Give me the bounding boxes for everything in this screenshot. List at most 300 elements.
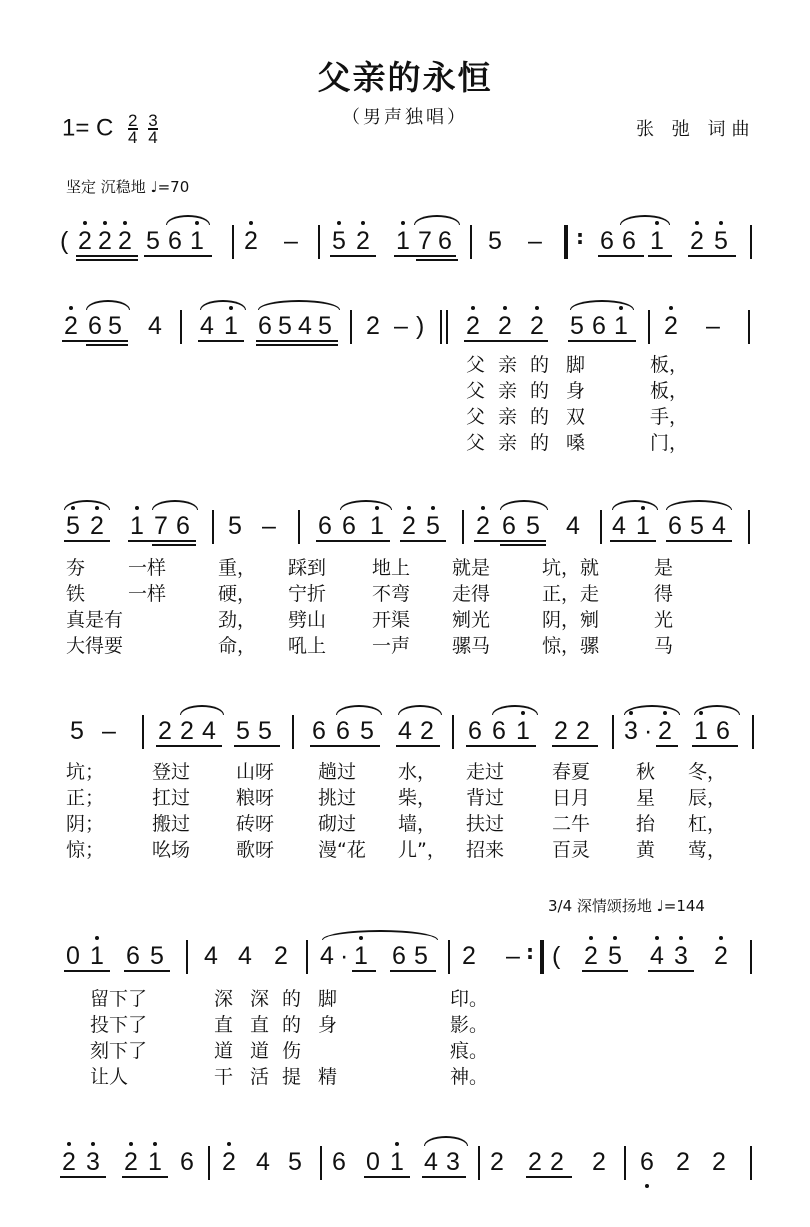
beam-underline bbox=[198, 340, 244, 342]
note: 5 bbox=[426, 512, 440, 540]
slur-arc bbox=[86, 300, 130, 310]
lyric-word: 粮呀 bbox=[236, 787, 275, 809]
slur-arc bbox=[500, 500, 548, 510]
bar-line bbox=[306, 940, 308, 974]
beam-underline bbox=[552, 745, 598, 747]
note: 2 bbox=[498, 312, 512, 340]
note: 4 bbox=[200, 312, 214, 340]
octave-dot bbox=[135, 506, 139, 510]
octave-dot bbox=[471, 306, 475, 310]
beam-underline bbox=[352, 970, 376, 972]
lyric-word: 正，走 bbox=[542, 583, 600, 605]
tempo-marking-2: 3/4 深情颂扬地 ♩=144 bbox=[548, 897, 705, 915]
lyric-line bbox=[0, 757, 810, 783]
note: 6 bbox=[342, 512, 356, 540]
notation-system bbox=[0, 930, 810, 980]
lyric-line bbox=[0, 984, 810, 1010]
notation-system bbox=[0, 500, 810, 550]
beam-underline bbox=[598, 255, 644, 257]
octave-dot bbox=[83, 221, 87, 225]
beam-underline bbox=[400, 540, 446, 542]
lyric-word: 父 bbox=[466, 406, 486, 428]
slur-arc bbox=[570, 300, 634, 310]
beam-underline bbox=[310, 745, 380, 747]
bar-line bbox=[208, 1146, 210, 1180]
slur-arc bbox=[322, 930, 438, 940]
lyric-word: 直 bbox=[250, 1014, 270, 1036]
lyric-word: 踩到 bbox=[288, 557, 327, 579]
lyric-word: 亲 bbox=[498, 354, 518, 376]
note: 6 bbox=[600, 227, 614, 255]
time-sig-a-den: 4 bbox=[128, 128, 138, 147]
note: 6 bbox=[336, 717, 350, 745]
note: 5 bbox=[714, 227, 728, 255]
beam-underline bbox=[526, 1176, 572, 1178]
slur-arc bbox=[414, 215, 460, 225]
lyric-word: 精 bbox=[318, 1066, 338, 1088]
lyric-word: 坑； bbox=[66, 761, 105, 783]
lyric-word: 杠， bbox=[688, 813, 727, 835]
note: 5 bbox=[288, 1148, 302, 1176]
bar-line bbox=[440, 310, 442, 344]
note: 3 bbox=[446, 1148, 460, 1176]
beam-underline bbox=[466, 745, 536, 747]
note: 6 bbox=[668, 512, 682, 540]
notation-system bbox=[0, 705, 810, 755]
note: 4 bbox=[650, 942, 664, 970]
lyric-word: 水， bbox=[398, 761, 437, 783]
note: 1 bbox=[90, 942, 104, 970]
lyric-word: 父 bbox=[466, 432, 486, 454]
note: 1 bbox=[396, 227, 410, 255]
lyric-word: 劲， bbox=[218, 609, 257, 631]
note: 6 bbox=[180, 1148, 194, 1176]
note: 2 bbox=[402, 512, 416, 540]
lyric-word: 地上 bbox=[372, 557, 411, 579]
octave-dot bbox=[613, 936, 617, 940]
note: 5 bbox=[570, 312, 584, 340]
lyric-word: 的 bbox=[530, 354, 550, 376]
beam-underline bbox=[256, 340, 338, 342]
bar-line bbox=[478, 1146, 480, 1180]
lyric-word: 身 bbox=[566, 380, 586, 402]
note: – bbox=[102, 717, 116, 745]
beam-underline bbox=[656, 745, 678, 747]
lyric-word: 搬过 bbox=[152, 813, 191, 835]
song-title: 父亲的永恒 bbox=[317, 58, 493, 97]
lyric-word: 影。 bbox=[450, 1014, 489, 1036]
lyric-word: 冬， bbox=[688, 761, 727, 783]
lyric-word: 干 bbox=[214, 1066, 234, 1088]
beam-underline bbox=[156, 745, 222, 747]
beam-underline bbox=[390, 970, 436, 972]
bar-line bbox=[186, 940, 188, 974]
note: 2 bbox=[490, 1148, 504, 1176]
octave-dot bbox=[103, 221, 107, 225]
beam-underline bbox=[330, 255, 376, 257]
lyric-word: 开渠 bbox=[372, 609, 411, 631]
note: 1 bbox=[224, 312, 238, 340]
lyric-word: 手， bbox=[650, 406, 689, 428]
beam-underline bbox=[144, 255, 212, 257]
lyric-word: 惊，骡 bbox=[542, 635, 600, 657]
note: 2 bbox=[118, 227, 132, 255]
note: 5 bbox=[278, 312, 292, 340]
bar-line bbox=[180, 310, 182, 344]
tempo-marking-1: 坚定 沉稳地 ♩=70 bbox=[66, 178, 190, 196]
bar-line bbox=[318, 225, 320, 259]
lyric-word: 百灵 bbox=[552, 839, 591, 861]
lyric-word: 正； bbox=[66, 787, 105, 809]
note: 1 bbox=[190, 227, 204, 255]
lyric-word: 父 bbox=[466, 354, 486, 376]
lyric-word: 让人 bbox=[90, 1066, 129, 1088]
bar-line bbox=[298, 510, 300, 544]
note: 3 bbox=[86, 1148, 100, 1176]
lyric-line bbox=[0, 402, 810, 428]
note: 2 bbox=[90, 512, 104, 540]
lyric-word: 活 bbox=[250, 1066, 270, 1088]
note: 6 bbox=[258, 312, 272, 340]
lyric-word: 星 bbox=[636, 787, 656, 809]
lyric-word: 莺， bbox=[688, 839, 727, 861]
bar-line bbox=[232, 225, 234, 259]
note: 4 bbox=[256, 1148, 270, 1176]
note: 5 bbox=[488, 227, 502, 255]
song-subtitle: （男声独唱） bbox=[342, 107, 468, 128]
lyric-word: 是 bbox=[654, 557, 674, 579]
note: 4 bbox=[148, 312, 162, 340]
lyric-word: 的 bbox=[530, 406, 550, 428]
beam-underline bbox=[416, 259, 458, 261]
note: 1 bbox=[130, 512, 144, 540]
lyric-word: 嗓 bbox=[566, 432, 586, 454]
key-label: 1= C bbox=[62, 114, 114, 142]
beam-underline bbox=[422, 1176, 466, 1178]
octave-dot bbox=[361, 221, 365, 225]
note: 7 bbox=[154, 512, 168, 540]
note: 2 bbox=[690, 227, 704, 255]
beam-underline bbox=[256, 344, 338, 346]
note: 2 bbox=[78, 227, 92, 255]
bar-line bbox=[624, 1146, 626, 1180]
lyric-word: 脚 bbox=[318, 988, 338, 1010]
lyric-word: 脚 bbox=[566, 354, 586, 376]
beam-underline bbox=[60, 1176, 106, 1178]
time-sig-b-num: 3 bbox=[148, 111, 158, 130]
note: 4 bbox=[204, 942, 218, 970]
octave-dot bbox=[503, 306, 507, 310]
beam-underline bbox=[464, 340, 548, 342]
lyric-word: 亲 bbox=[498, 380, 518, 402]
octave-dot bbox=[679, 936, 683, 940]
lyric-word: 就是 bbox=[452, 557, 491, 579]
beam-underline bbox=[648, 255, 672, 257]
note: – bbox=[706, 312, 720, 340]
octave-dot bbox=[153, 1142, 157, 1146]
note: 2 bbox=[576, 717, 590, 745]
note: 1 bbox=[636, 512, 650, 540]
note: 4 bbox=[612, 512, 626, 540]
octave-dot bbox=[129, 1142, 133, 1146]
octave-dot bbox=[589, 936, 593, 940]
lyric-word: 提 bbox=[282, 1066, 302, 1088]
note: 5 bbox=[236, 717, 250, 745]
note: 1 bbox=[650, 227, 664, 255]
slur-arc bbox=[64, 500, 110, 510]
lyric-word: 的 bbox=[530, 432, 550, 454]
beam-underline bbox=[396, 745, 440, 747]
lyric-word: 深 bbox=[250, 988, 270, 1010]
note: 6 bbox=[640, 1148, 654, 1176]
lyric-word: 惊； bbox=[66, 839, 105, 861]
note: 2 bbox=[244, 227, 258, 255]
bar-line bbox=[750, 1146, 752, 1180]
lyric-word: 剜光 bbox=[452, 609, 491, 631]
slur-arc bbox=[166, 215, 210, 225]
key-signature bbox=[62, 113, 158, 145]
octave-dot bbox=[669, 306, 673, 310]
lyric-word: 砌过 bbox=[318, 813, 357, 835]
octave-dot bbox=[249, 221, 253, 225]
slur-arc bbox=[398, 705, 442, 715]
lyric-word: 伤 bbox=[282, 1040, 302, 1062]
bar-line bbox=[446, 310, 448, 344]
bar-line bbox=[448, 940, 450, 974]
octave-dot bbox=[655, 936, 659, 940]
beam-underline bbox=[474, 540, 546, 542]
note: 1 bbox=[516, 717, 530, 745]
note: 2 bbox=[98, 227, 112, 255]
beam-underline bbox=[76, 255, 138, 257]
bar-line bbox=[292, 715, 294, 749]
lyric-word: 身 bbox=[318, 1014, 338, 1036]
bar-line bbox=[612, 715, 614, 749]
beam-underline bbox=[610, 540, 656, 542]
note: 2 bbox=[124, 1148, 138, 1176]
lyric-word: 一样 bbox=[128, 583, 167, 605]
beam-underline bbox=[234, 745, 280, 747]
bar-line bbox=[600, 510, 602, 544]
lyric-line bbox=[0, 553, 810, 579]
note: 6 bbox=[168, 227, 182, 255]
beam-underline bbox=[582, 970, 628, 972]
note: 6 bbox=[468, 717, 482, 745]
octave-dot bbox=[95, 936, 99, 940]
octave-dot bbox=[695, 221, 699, 225]
lyric-word: 招来 bbox=[466, 839, 505, 861]
note: 6 bbox=[332, 1148, 346, 1176]
note: 2 bbox=[676, 1148, 690, 1176]
beam-underline bbox=[128, 540, 196, 542]
note: 2 bbox=[530, 312, 544, 340]
note: 6 bbox=[592, 312, 606, 340]
lyric-word: 日月 bbox=[552, 787, 591, 809]
octave-dot bbox=[337, 221, 341, 225]
note: 2 bbox=[550, 1148, 564, 1176]
note: 2 bbox=[712, 1148, 726, 1176]
lyric-word: 登过 bbox=[152, 761, 191, 783]
octave-dot bbox=[401, 221, 405, 225]
time-signature-a bbox=[128, 113, 137, 145]
bar-line bbox=[452, 715, 454, 749]
lyric-line bbox=[0, 783, 810, 809]
bar-line bbox=[470, 225, 472, 259]
note: 2 bbox=[180, 717, 194, 745]
lyric-word: 道 bbox=[250, 1040, 270, 1062]
note: 2 bbox=[356, 227, 370, 255]
note: 4 bbox=[298, 312, 312, 340]
beam-underline bbox=[500, 544, 546, 546]
note: 0 bbox=[366, 1148, 380, 1176]
lyric-word: 痕。 bbox=[450, 1040, 489, 1062]
slur-arc bbox=[258, 300, 340, 310]
note: 3 bbox=[624, 717, 638, 745]
notation-system bbox=[0, 300, 810, 350]
bar-line bbox=[320, 1146, 322, 1180]
beam-underline bbox=[152, 544, 196, 546]
octave-dot bbox=[67, 1142, 71, 1146]
note: 4 bbox=[424, 1148, 438, 1176]
slur-arc bbox=[492, 705, 538, 715]
bar-line bbox=[350, 310, 352, 344]
beam-underline bbox=[666, 540, 732, 542]
lyric-word: 深 bbox=[214, 988, 234, 1010]
lyric-word: 的 bbox=[530, 380, 550, 402]
lyric-word: 的 bbox=[282, 988, 302, 1010]
note: 2 bbox=[366, 312, 380, 340]
bar-line bbox=[212, 510, 214, 544]
bar-line bbox=[748, 310, 750, 344]
beam-underline bbox=[122, 1176, 168, 1178]
lyric-word: 春夏 bbox=[552, 761, 591, 783]
lyric-line bbox=[0, 835, 810, 861]
note: 4 bbox=[398, 717, 412, 745]
note: 6 bbox=[392, 942, 406, 970]
lyric-word: 亲 bbox=[498, 432, 518, 454]
octave-dot bbox=[481, 506, 485, 510]
note: 4 bbox=[712, 512, 726, 540]
bar-line bbox=[142, 715, 144, 749]
bar-line bbox=[752, 715, 754, 749]
lyric-word: 吆场 bbox=[152, 839, 191, 861]
note: 5 bbox=[414, 942, 428, 970]
note: 5 bbox=[146, 227, 160, 255]
slur-arc bbox=[612, 500, 658, 510]
beam-underline bbox=[394, 255, 456, 257]
octave-dot bbox=[535, 306, 539, 310]
octave-dot bbox=[123, 221, 127, 225]
lyric-word: 秋 bbox=[636, 761, 656, 783]
note: 1 bbox=[694, 717, 708, 745]
slur-arc bbox=[424, 1136, 468, 1146]
note: 2 bbox=[274, 942, 288, 970]
note: · bbox=[644, 717, 653, 745]
lyric-word: 辰， bbox=[688, 787, 727, 809]
lyric-word: 宁折 bbox=[288, 583, 327, 605]
note: 5 bbox=[66, 512, 80, 540]
note: 6 bbox=[716, 717, 730, 745]
lyric-word: 趟过 bbox=[318, 761, 357, 783]
note: 6 bbox=[318, 512, 332, 540]
lyric-word: 道 bbox=[214, 1040, 234, 1062]
lyric-word: 走得 bbox=[452, 583, 491, 605]
note: 5 bbox=[690, 512, 704, 540]
lyric-word: 抬 bbox=[636, 813, 656, 835]
lyric-word: 光 bbox=[654, 609, 674, 631]
lyric-word: 挑过 bbox=[318, 787, 357, 809]
lyric-word: 骡马 bbox=[452, 635, 491, 657]
note: 2 bbox=[462, 942, 476, 970]
note: 6 bbox=[492, 717, 506, 745]
lyric-word: 墙， bbox=[398, 813, 437, 835]
lyric-word: 得 bbox=[654, 583, 674, 605]
lyric-word: 漫“花 bbox=[318, 839, 366, 861]
note: 6 bbox=[438, 227, 452, 255]
lyric-word: 刻下了 bbox=[90, 1040, 148, 1062]
note: 6 bbox=[502, 512, 516, 540]
lyric-word: 直 bbox=[214, 1014, 234, 1036]
note: – bbox=[506, 942, 520, 970]
lyric-word: 阴，剜 bbox=[542, 609, 600, 631]
beam-underline bbox=[692, 745, 738, 747]
lyric-word: 板， bbox=[650, 354, 689, 376]
lyric-word: 父 bbox=[466, 380, 486, 402]
bar-line bbox=[750, 940, 752, 974]
time-sig-a-num: 2 bbox=[128, 111, 138, 130]
parenthesis: ) bbox=[416, 312, 425, 340]
lyric-line bbox=[0, 809, 810, 835]
lyric-word: 二牛 bbox=[552, 813, 591, 835]
lyric-word: 一样 bbox=[128, 557, 167, 579]
parenthesis: ( bbox=[552, 942, 561, 970]
note: 2 bbox=[528, 1148, 542, 1176]
lyric-word: 扶过 bbox=[466, 813, 505, 835]
lyric-line bbox=[0, 1036, 810, 1062]
octave-dot bbox=[227, 1142, 231, 1146]
slur-arc bbox=[200, 300, 246, 310]
lyric-word: 双 bbox=[566, 406, 586, 428]
slur-arc bbox=[694, 705, 740, 715]
octave-dot bbox=[407, 506, 411, 510]
lyric-word: 黄 bbox=[636, 839, 656, 861]
slur-arc bbox=[666, 500, 732, 510]
note: 2 bbox=[584, 942, 598, 970]
note: 1 bbox=[614, 312, 628, 340]
lyric-word: 吼上 bbox=[288, 635, 327, 657]
author-credit: 张 弛 词曲 bbox=[636, 119, 756, 140]
note: 5 bbox=[108, 312, 122, 340]
note: – bbox=[284, 227, 298, 255]
lyric-line bbox=[0, 605, 810, 631]
lyric-word: 铁 bbox=[66, 583, 86, 605]
time-sig-b-den: 4 bbox=[148, 128, 158, 147]
lyric-line bbox=[0, 350, 810, 376]
note: 6 bbox=[312, 717, 326, 745]
lyric-word: 真是有 bbox=[66, 609, 124, 631]
lyric-word: 印。 bbox=[450, 988, 489, 1010]
low-octave-dot bbox=[645, 1184, 649, 1188]
lyric-word: 马 bbox=[654, 635, 674, 657]
lyric-word: 重， bbox=[218, 557, 257, 579]
note: 2 bbox=[420, 717, 434, 745]
note: 6 bbox=[126, 942, 140, 970]
lyric-word: 柴， bbox=[398, 787, 437, 809]
note: 5 bbox=[318, 312, 332, 340]
note: 6 bbox=[176, 512, 190, 540]
note: 2 bbox=[476, 512, 490, 540]
note: 1 bbox=[370, 512, 384, 540]
